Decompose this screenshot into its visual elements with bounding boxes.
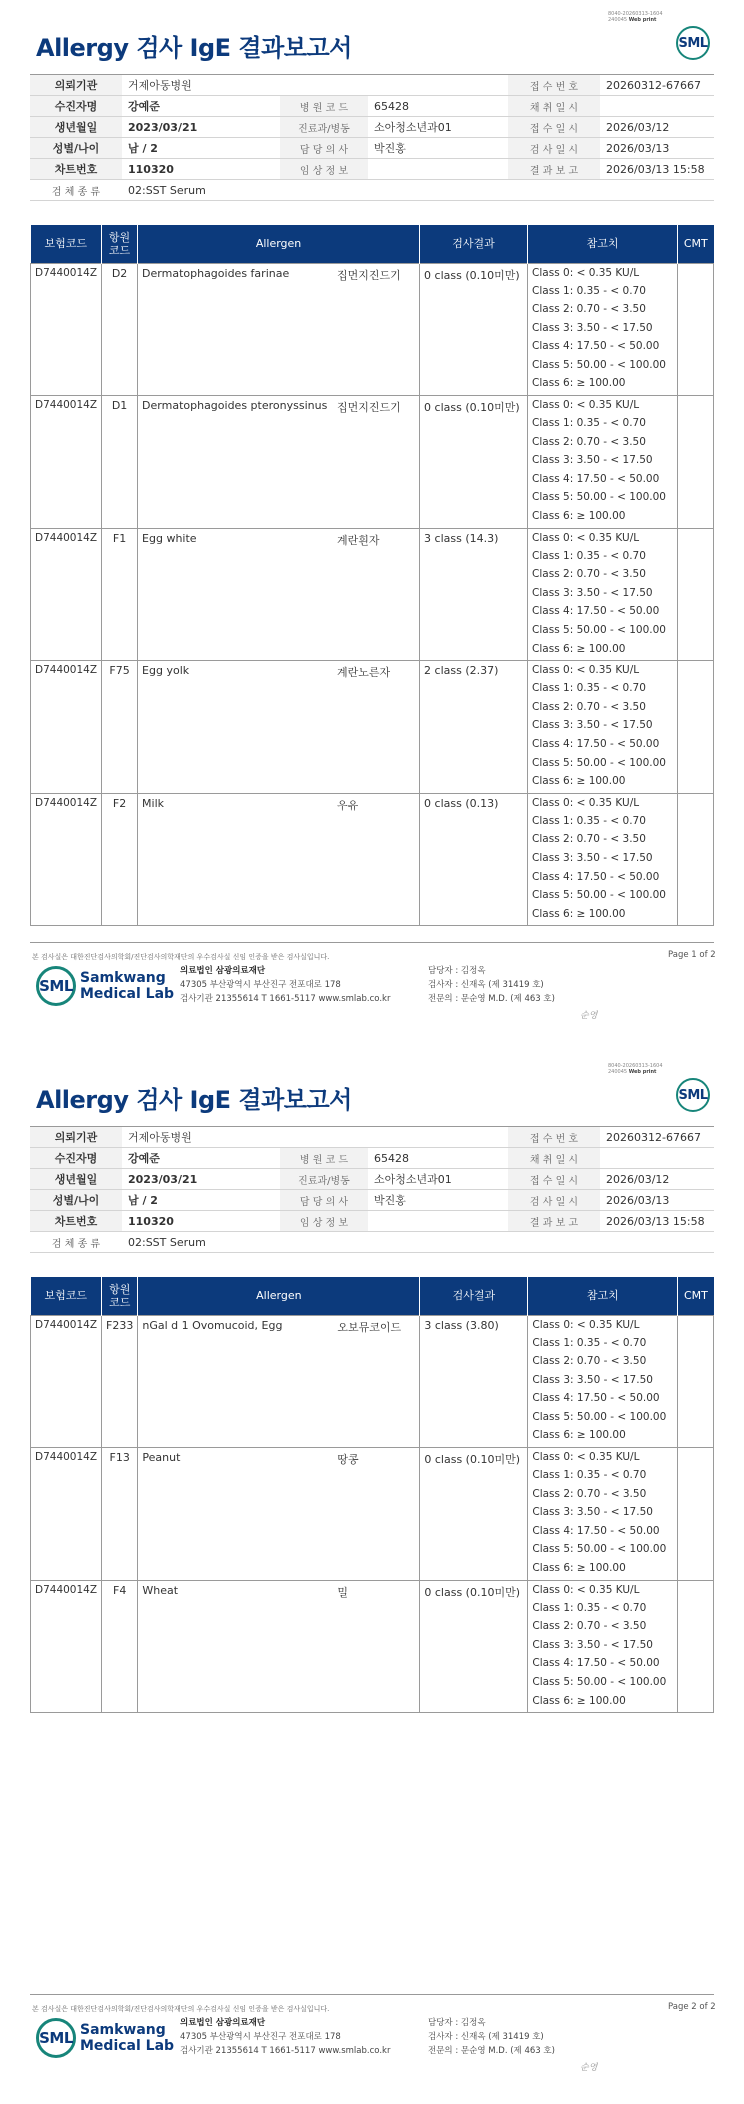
allergen-name-en: nGal d 1 Ovomucoid, Egg	[142, 1318, 283, 1332]
result-row	[31, 793, 714, 926]
reference-range-line: Class 3: 3.50 - < 17.50	[532, 586, 653, 599]
reference-range-line: Class 3: 3.50 - < 17.50	[532, 454, 653, 467]
reference-range-line: Class 6: ≥ 100.00	[532, 377, 626, 390]
allergen-cell	[138, 263, 420, 396]
comment	[678, 661, 714, 794]
test-result: 3 class (14.3)	[420, 528, 528, 661]
reference-range-line: Class 0: < 0.35 KU/L	[532, 1318, 640, 1331]
reference-range-line: Class 1: 0.35 - < 0.70	[532, 284, 646, 297]
reference-range-line: Class 2: 0.70 - < 3.50	[532, 1355, 647, 1368]
reference-range-line: Class 6: ≥ 100.00	[532, 1562, 626, 1575]
item-code: F13	[102, 1448, 138, 1581]
result-row	[31, 661, 714, 794]
samkwang-logo-icon: SML	[36, 2018, 76, 2058]
insurance-code: D7440014Z	[31, 528, 102, 661]
sml-logo: SML	[676, 26, 710, 60]
report-title: Allergy 검사 IgE 결과보고서	[36, 34, 352, 62]
reference-range-line: Class 0: < 0.35 KU/L	[532, 399, 640, 412]
comment	[678, 528, 714, 661]
report-page-2	[0, 1052, 744, 2104]
allergen-cell	[138, 1580, 420, 1713]
reference-range-line: Class 3: 3.50 - < 17.50	[532, 719, 653, 732]
reference-range-line: Class 3: 3.50 - < 17.50	[532, 1638, 653, 1651]
reference-range-line: Class 4: 17.50 - < 50.00	[532, 737, 660, 750]
reference-range-line: Class 5: 50.00 - < 100.00	[532, 1543, 667, 1556]
reference-range-line: Class 2: 0.70 - < 3.50	[532, 833, 646, 846]
reference-ranges	[528, 263, 678, 396]
allergen-name-en: Milk	[142, 796, 165, 810]
reference-range-line: Class 2: 0.70 - < 3.50	[532, 1620, 647, 1633]
insurance-code: D7440014Z	[31, 1580, 102, 1713]
reference-range-line: Class 2: 0.70 - < 3.50	[532, 700, 646, 713]
reference-range-line: Class 5: 50.00 - < 100.00	[532, 889, 666, 902]
print-meta: 8040-20260313-1604 240045 Web print	[608, 11, 663, 23]
allergen-name-en: Dermatophagoides pteronyssinus	[142, 399, 328, 413]
item-code: D2	[102, 263, 138, 396]
print-meta: 8040-20260313-1604 240045 Web print	[608, 1063, 663, 1075]
reference-range-line: Class 3: 3.50 - < 17.50	[532, 1506, 653, 1519]
comment	[678, 1315, 714, 1448]
comment	[678, 793, 714, 926]
result-row	[31, 1315, 714, 1448]
report-title: Allergy 검사 IgE 결과보고서	[36, 1086, 352, 1114]
result-row	[31, 1448, 714, 1581]
allergen-name-en: Egg yolk	[142, 664, 190, 678]
reference-range-line: Class 5: 50.00 - < 100.00	[532, 1676, 667, 1688]
allergen-name-ko: 집먼지진드기	[337, 268, 401, 282]
allergen-cell	[138, 396, 420, 529]
allergen-cell	[138, 528, 420, 661]
col-reference: 참고치	[528, 1277, 678, 1315]
reference-range-line: Class 3: 3.50 - < 17.50	[532, 321, 653, 334]
reference-range-line: Class 2: 0.70 - < 3.50	[532, 303, 646, 316]
samkwang-logo-text: Samkwang Medical Lab	[80, 2022, 175, 2054]
allergen-name-en: Wheat	[142, 1583, 179, 1597]
reference-range-line: Class 1: 0.35 - < 0.70	[532, 682, 646, 695]
item-code: F75	[102, 661, 138, 794]
allergen-name-ko: 오보뮤코이드	[337, 1320, 402, 1334]
reference-range-line: Class 4: 17.50 - < 50.00	[532, 1657, 660, 1670]
lab-staff: 담당자 : 김정옥 검사자 : 신재옥 (제 31419 호) 전문의 : 문순영 M.D. (제 463 호)	[428, 966, 555, 1004]
allergen-name-en: Egg white	[142, 531, 197, 545]
reference-range-line: Class 4: 17.50 - < 50.00	[532, 472, 660, 485]
item-code: F1	[102, 528, 138, 661]
reference-range-line: Class 4: 17.50 - < 50.00	[532, 870, 660, 883]
insurance-code: D7440014Z	[31, 793, 102, 926]
reference-range-line: Class 0: < 0.35 KU/L	[532, 1451, 640, 1464]
col-reference: 참고치	[528, 225, 678, 263]
reference-range-line: Class 1: 0.35 - < 0.70	[532, 1469, 647, 1482]
allergen-name-ko: 밀	[337, 1585, 349, 1599]
item-code: F233	[102, 1315, 138, 1448]
reference-range-line: Class 6: ≥ 100.00	[532, 907, 626, 920]
reference-range-line: Class 4: 17.50 - < 50.00	[532, 1392, 660, 1405]
allergen-cell	[138, 793, 420, 926]
reference-range-line: Class 0: < 0.35 KU/L	[532, 266, 640, 279]
comment	[678, 1580, 714, 1713]
footer-divider	[30, 942, 714, 943]
insurance-code: D7440014Z	[31, 1448, 102, 1581]
allergen-name-ko: 계란노른자	[337, 666, 391, 680]
reference-range-line: Class 0: < 0.35 KU/L	[532, 531, 640, 544]
reference-range-line: Class 1: 0.35 - < 0.70	[532, 814, 646, 827]
lab-info: 의료법인 삼광의료재단 47305 부산광역시 부산진구 전포대로 178 검사기관 21355614 T 1661-5117 www.smlab.co.kr	[180, 2018, 391, 2056]
results-table	[30, 225, 714, 926]
samkwang-logo-icon: SML	[36, 966, 76, 1006]
insurance-code: D7440014Z	[31, 1315, 102, 1448]
allergen-cell	[138, 1448, 420, 1581]
reference-range-line: Class 4: 17.50 - < 50.00	[532, 340, 660, 353]
allergen-cell	[138, 661, 420, 794]
sml-logo: SML	[676, 1078, 710, 1112]
patient-info-table: 의뢰기관 거제아동병원 접 수 번 호 20260312-67667 수진자명 강예준 병 원 코 드 65428 채 취 일 시 생년월일 2023/03/21 진료과/병동 소아청소년과01 접 수 일 시 2026/03/12 성별/나이 남 / 2 담 당 의 사 박진홍 검 사 일 시 2026/03/13 차트번호 110320 임 상 정 보 결 과 보 고 2026/03/13 15:58 검 체 종 류 02:SST Serum	[30, 74, 714, 201]
col-item-code: 항원 코드	[102, 225, 138, 263]
col-cmt: CMT	[678, 1277, 714, 1315]
col-insurance-code: 보험코드	[31, 225, 102, 263]
reference-range-line: Class 2: 0.70 - < 3.50	[532, 435, 646, 448]
reference-range-line: Class 6: ≥ 100.00	[532, 1429, 626, 1442]
comment	[678, 1448, 714, 1581]
comment	[678, 263, 714, 396]
result-row	[31, 1580, 714, 1713]
col-result: 검사결과	[420, 225, 528, 263]
samkwang-logo-text: Samkwang Medical Lab	[80, 970, 175, 1002]
test-result: 0 class (0.13)	[420, 793, 528, 926]
allergen-name-ko: 집먼지진드기	[337, 401, 401, 415]
col-allergen: Allergen	[138, 1277, 420, 1315]
allergen-name-ko: 땅콩	[337, 1453, 359, 1467]
reference-ranges	[528, 528, 678, 661]
test-result: 3 class (3.80)	[420, 1315, 528, 1448]
reference-range-line: Class 3: 3.50 - < 17.50	[532, 851, 653, 864]
col-insurance-code: 보험코드	[31, 1277, 102, 1315]
allergen-name-en: Dermatophagoides farinae	[142, 266, 290, 280]
reference-range-line: Class 6: ≥ 100.00	[532, 510, 626, 523]
reference-ranges	[528, 1580, 678, 1713]
patient-info-table: 의뢰기관 거제아동병원 접 수 번 호 20260312-67667 수진자명 강예준 병 원 코 드 65428 채 취 일 시 생년월일 2023/03/21 진료과/병동 소아청소년과01 접 수 일 시 2026/03/12 성별/나이 남 / 2 담 당 의 사 박진홍 검 사 일 시 2026/03/13 차트번호 110320 임 상 정 보 결 과 보 고 2026/03/13 15:58 검 체 종 류 02:SST Serum	[30, 1126, 714, 1253]
reference-ranges	[528, 793, 678, 926]
reference-range-line: Class 4: 17.50 - < 50.00	[532, 1524, 660, 1537]
reference-range-line: Class 5: 50.00 - < 100.00	[532, 756, 666, 769]
col-result: 검사결과	[420, 1277, 528, 1315]
col-cmt: CMT	[678, 225, 714, 263]
reference-range-line: Class 1: 0.35 - < 0.70	[532, 549, 646, 562]
reference-ranges	[528, 661, 678, 794]
result-row	[31, 528, 714, 661]
col-item-code: 항원 코드	[102, 1277, 138, 1315]
reference-range-line: Class 2: 0.70 - < 3.50	[532, 568, 646, 581]
reference-range-line: Class 0: < 0.35 KU/L	[532, 1583, 640, 1596]
insurance-code: D7440014Z	[31, 661, 102, 794]
reference-range-line: Class 6: ≥ 100.00	[532, 642, 626, 655]
reference-ranges	[528, 1448, 678, 1581]
results-table	[30, 1277, 714, 1713]
test-result: 0 class (0.10미만)	[420, 1580, 528, 1713]
reference-range-line: Class 3: 3.50 - < 17.50	[532, 1373, 653, 1386]
signature: 순영	[580, 1011, 598, 1021]
lab-info: 의료법인 삼광의료재단 47305 부산광역시 부산진구 전포대로 178 검사기관 21355614 T 1661-5117 www.smlab.co.kr	[180, 966, 391, 1004]
comment	[678, 396, 714, 529]
accreditation-note: 본 검사실은 대한진단검사의학회/진단검사의학재단의 우수검사실 신임 인증을 받은 검사실입니다.	[32, 2005, 330, 2013]
reference-range-line: Class 5: 50.00 - < 100.00	[532, 1410, 667, 1423]
test-result: 0 class (0.10미만)	[420, 263, 528, 396]
reference-range-line: Class 0: < 0.35 KU/L	[532, 664, 640, 677]
page-number: Page 1 of 2	[668, 950, 716, 960]
reference-ranges	[528, 1315, 678, 1448]
insurance-code: D7440014Z	[31, 396, 102, 529]
result-row	[31, 396, 714, 529]
allergen-cell	[138, 1315, 420, 1448]
reference-range-line: Class 6: ≥ 100.00	[532, 775, 626, 788]
reference-ranges	[528, 396, 678, 529]
col-allergen: Allergen	[138, 225, 420, 263]
reference-range-line: Class 5: 50.00 - < 100.00	[532, 358, 666, 371]
page-number: Page 2 of 2	[668, 2002, 716, 2012]
reference-range-line: Class 1: 0.35 - < 0.70	[532, 417, 646, 430]
reference-range-line: Class 2: 0.70 - < 3.50	[532, 1487, 647, 1500]
test-result: 2 class (2.37)	[420, 661, 528, 794]
result-row	[31, 263, 714, 396]
signature: 순영	[580, 2063, 598, 2073]
reference-range-line: Class 6: ≥ 100.00	[532, 1694, 626, 1707]
item-code: F4	[102, 1580, 138, 1713]
insurance-code: D7440014Z	[31, 263, 102, 396]
item-code: F2	[102, 793, 138, 926]
allergen-name-en: Peanut	[142, 1451, 181, 1465]
allergen-name-ko: 우유	[337, 798, 359, 812]
reference-range-line: Class 1: 0.35 - < 0.70	[532, 1601, 647, 1614]
allergen-name-ko: 계란흰자	[337, 533, 380, 547]
reference-range-line: Class 0: < 0.35 KU/L	[532, 796, 640, 809]
reference-range-line: Class 5: 50.00 - < 100.00	[532, 624, 666, 636]
lab-staff: 담당자 : 김정옥 검사자 : 신재옥 (제 31419 호) 전문의 : 문순영 M.D. (제 463 호)	[428, 2018, 555, 2056]
footer-divider	[30, 1994, 714, 1995]
reference-range-line: Class 1: 0.35 - < 0.70	[532, 1336, 647, 1349]
reference-range-line: Class 4: 17.50 - < 50.00	[532, 605, 660, 618]
item-code: D1	[102, 396, 138, 529]
test-result: 0 class (0.10미만)	[420, 396, 528, 529]
reference-range-line: Class 5: 50.00 - < 100.00	[532, 491, 666, 504]
test-result: 0 class (0.10미만)	[420, 1448, 528, 1581]
accreditation-note: 본 검사실은 대한진단검사의학회/진단검사의학재단의 우수검사실 신임 인증을 받은 검사실입니다.	[32, 953, 330, 961]
